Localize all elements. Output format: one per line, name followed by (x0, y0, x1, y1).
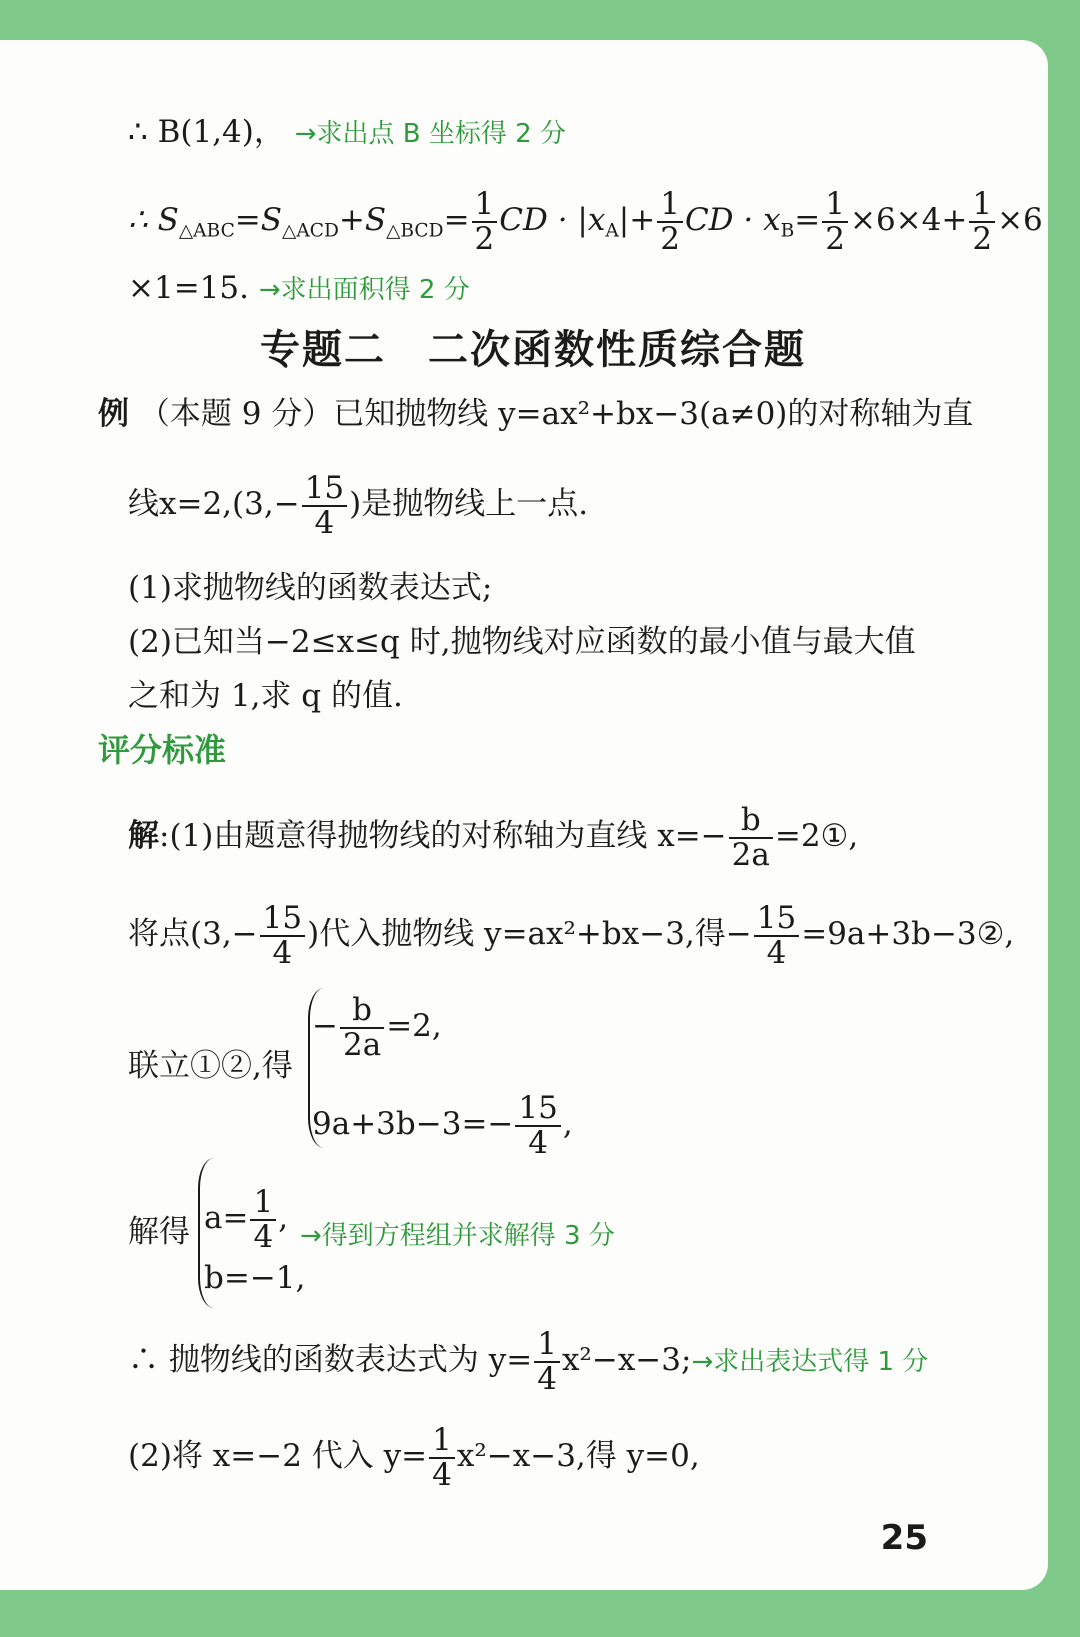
formula-sub: △ACD (282, 220, 339, 242)
solution-text: ∴ 抛物线的函数表达式为 y= (128, 1342, 533, 1379)
solution-text: )代入抛物线 y=ax²+bx−3,得− (307, 916, 752, 953)
page-number: 25 (880, 1518, 928, 1558)
fraction-denominator: 2 (972, 220, 993, 257)
section-title: 专题二 二次函数性质综合题 (260, 327, 806, 373)
solution-line-3 (128, 1328, 928, 1395)
system-1-row-2 (312, 1092, 573, 1159)
system-2-row-2: b=−1, (204, 1260, 306, 1296)
solution-text: 9a+3b−3=− (312, 1106, 514, 1143)
point-b-text: ∴ B(1,4)， (128, 114, 285, 150)
solution-text: , (562, 1106, 573, 1143)
fraction-denominator: 2a (731, 836, 770, 873)
solution-label: 解 (128, 818, 159, 855)
fraction-denominator: 2 (660, 220, 680, 257)
formula-part: ×6 (997, 202, 1043, 239)
fraction (302, 472, 347, 539)
score-note: →得到方程组并求解得 3 分 (300, 1221, 615, 1251)
fraction-denominator: 4 (432, 1456, 452, 1493)
solution-text: 将点(3,− (128, 916, 258, 953)
line-area-result (128, 268, 470, 310)
formula-part: CD · |x (499, 202, 606, 239)
fraction (472, 188, 498, 255)
fraction-denominator: 4 (528, 1124, 548, 1161)
solution-text: (2)将 x=−2 代入 y= (128, 1438, 428, 1475)
solution-text: , (278, 1200, 289, 1237)
fraction-denominator: 4 (766, 934, 787, 971)
fraction-denominator: 4 (314, 504, 335, 541)
solution-line-1 (128, 804, 858, 871)
solution-text: =2, (386, 1008, 442, 1045)
fraction-numerator: 1 (472, 188, 498, 223)
formula-part: |+ (618, 202, 656, 239)
scoring-heading: 评分标准 (98, 731, 227, 769)
fraction (260, 902, 305, 969)
score-note: →求出面积得 2 分 (258, 275, 470, 305)
example-text: )是抛物线上一点. (349, 486, 589, 523)
formula-sub: △ABC (178, 220, 235, 242)
example-label: 例 (98, 396, 129, 432)
fraction (754, 902, 799, 969)
formula-sub: B (780, 220, 795, 242)
formula-part: ×6×4+ (849, 202, 968, 239)
system-1-label: 联立①②,得 (128, 1048, 293, 1084)
fraction-numerator: 15 (754, 902, 799, 937)
fraction-numerator: 1 (534, 1328, 560, 1363)
score-note: →求出点 B 坐标得 2 分 (294, 119, 566, 149)
fraction-numerator: b (729, 804, 773, 839)
formula-part: =S (234, 202, 283, 239)
solution-line-2 (128, 902, 1014, 969)
example-text: （本题 9 分）已知抛物线 y=ax²+bx−3(a≠0)的对称轴为直 (138, 396, 974, 432)
solution-text: :(1)由题意得抛物线的对称轴为直线 x=− (159, 818, 727, 855)
fraction-denominator: 2 (825, 220, 845, 257)
fraction (657, 188, 683, 255)
fraction-numerator: 1 (969, 188, 995, 223)
formula-part: = (794, 202, 821, 239)
fraction-denominator: 4 (537, 1360, 557, 1397)
solution-line-4 (128, 1424, 700, 1491)
formula-part: +S (338, 202, 387, 239)
solution-text: x²−x−3; (561, 1342, 692, 1379)
fraction-numerator: 1 (429, 1424, 455, 1459)
solution-text: =2①, (774, 818, 859, 855)
fraction (534, 1328, 560, 1395)
fraction (340, 994, 384, 1061)
solution-text: − (312, 1008, 338, 1045)
solution-text: =9a+3b−3②, (801, 916, 1015, 953)
fraction-denominator: 4 (253, 1218, 274, 1255)
fraction-denominator: 2 (474, 220, 495, 257)
fraction-numerator: 15 (515, 1092, 560, 1127)
fraction-numerator: 15 (302, 472, 347, 507)
system-1-row-1 (312, 994, 442, 1061)
solution-text: a= (204, 1200, 249, 1237)
question-1: (1)求抛物线的函数表达式; (128, 570, 493, 606)
fraction-numerator: 1 (657, 188, 683, 223)
fraction-denominator: 2a (342, 1026, 382, 1063)
fraction (969, 188, 995, 255)
formula-part: = (443, 202, 470, 239)
line-area-formula (128, 188, 1043, 255)
fraction-denominator: 4 (272, 934, 293, 971)
fraction (429, 1424, 455, 1491)
fraction (822, 188, 848, 255)
fraction-numerator: 1 (822, 188, 848, 223)
example-text: 线x=2,(3,− (128, 486, 300, 523)
formula-sub: A (605, 220, 619, 242)
example-line-2 (128, 472, 588, 539)
score-note: →求出表达式得 1 分 (691, 1347, 929, 1378)
question-2: (2)已知当−2≤x≤q 时,抛物线对应函数的最小值与最大值 (128, 624, 916, 660)
fraction-numerator: b (340, 994, 384, 1029)
fraction-numerator: 15 (260, 902, 305, 937)
question-2-cont: 之和为 1,求 q 的值. (128, 678, 403, 714)
fraction (250, 1186, 276, 1253)
fraction (729, 804, 773, 871)
example-statement (98, 394, 973, 434)
textbook-page (0, 40, 1048, 1590)
line-point-b (128, 112, 566, 154)
formula-part: CD · x (684, 202, 781, 239)
area-result-text: ×1=15. (128, 270, 249, 306)
formula-sub: △BCD (386, 220, 444, 242)
system-2-row-1 (204, 1186, 288, 1253)
system-2-label: 解得 (128, 1214, 190, 1250)
formula-part: ∴ S (128, 202, 179, 239)
solution-text: x²−x−3,得 y=0, (456, 1438, 700, 1475)
fraction-numerator: 1 (250, 1186, 276, 1221)
fraction (515, 1092, 560, 1159)
